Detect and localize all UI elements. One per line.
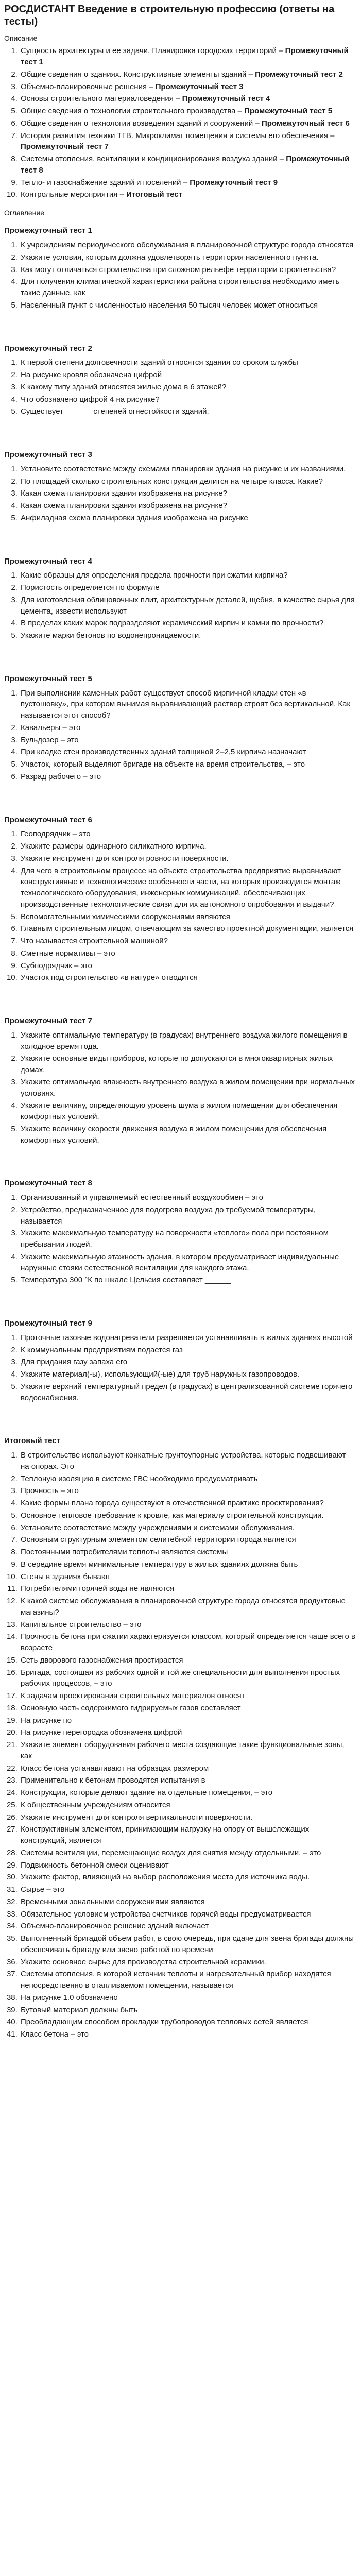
question-item: 4. Укажите материал(-ы), использующий(-ые) для труб наружных газопроводов. xyxy=(20,1369,356,1380)
question-item: 5. Анфиладная схема планировки здания изображена на рисунке xyxy=(20,513,356,524)
toc-link[interactable] xyxy=(21,70,343,79)
question-list xyxy=(4,1332,356,1404)
toc-item-text: Общие сведения о технологии строительного производства – xyxy=(21,107,245,116)
toc-item-test-name: Промежуточный тест 6 xyxy=(261,118,350,128)
final-question-item: 5. Основное тепловое требование к кровле, как материалу строительной конструкции. xyxy=(20,1510,356,1521)
final-question-item: 18. Основную часть содержимого гидрируемых газов составляет xyxy=(20,1703,356,1714)
question-item: 1. Проточные газовые водонагреватели разрешается устанавливать в жилых зданиях высотой xyxy=(20,1332,356,1344)
final-question-item: 30. Укажите фактор, влияющий на выбор расположения места для источника воды. xyxy=(20,1872,356,1883)
section-spacer xyxy=(4,985,356,1008)
question-item: 4. Для получения климатической характеристики района строительства необходимо иметь такие данные, как xyxy=(20,276,356,299)
toc-item-test-name: Промежуточный тест 3 xyxy=(155,82,244,91)
question-list xyxy=(4,1030,356,1146)
test-section xyxy=(4,225,356,335)
question-list xyxy=(4,1192,356,1286)
toc-item-test-name: Итоговый тест xyxy=(126,190,182,199)
final-question-item: 19. На рисунке по xyxy=(20,1715,356,1726)
question-item: 3. Укажите инструмент для контроля ровности поверхности. xyxy=(20,853,356,865)
question-item: 2. На рисунке кровля обозначена цифрой xyxy=(20,369,356,381)
toc-item-test-name: Промежуточный тест 5 xyxy=(244,107,333,116)
toc-item-text: Общие сведения о зданиях. Конструктивные элементы зданий – xyxy=(21,70,255,79)
test-title: Промежуточный тест 9 xyxy=(4,1319,92,1328)
question-item: 5. Вспомогательными химическими сооружениями являются xyxy=(20,911,356,923)
toc-item[interactable] xyxy=(20,69,356,80)
toc-link[interactable] xyxy=(21,155,349,175)
question-item: 4. Что обозначено цифрой 4 на рисунке? xyxy=(20,394,356,405)
test-title: Промежуточный тест 3 xyxy=(4,450,92,460)
question-list xyxy=(4,688,356,783)
final-question-item: 38. На рисунке 1.0 обозначено xyxy=(20,1992,356,2004)
question-item: 4. Укажите величину, определяющую уровень шума в жилом помещении для обеспечения комфортных условий. xyxy=(20,1100,356,1123)
test-section xyxy=(4,673,356,807)
question-item: 6. Главным строительным лицом, отвечающим за качество проектной документации, является xyxy=(20,923,356,935)
toc-item[interactable] xyxy=(20,106,356,117)
final-test-list xyxy=(4,1450,356,2040)
section-spacer xyxy=(4,1147,356,1171)
final-question-item: 41. Класс бетона – это xyxy=(20,2029,356,2040)
question-item: 2. Пористость определяется по формуле xyxy=(20,582,356,594)
question-item: 4. Для чего в строительном процессе на объекте строительства предприятие выравнивают конструктивные и технологические особенности части, на которых производится монтаж технологического оборудования, инженерных коммуникаций, обеспечивающих производственные технологические связи для их автономного опробования и выдачи? xyxy=(20,866,356,910)
question-item: 1. К учреждениям периодического обслуживания в планировочной структуре города относятся xyxy=(20,240,356,251)
final-question-item: 8. Постоянными потребителями теплоты являются системы xyxy=(20,1547,356,1558)
final-question-item: 11. Потребителями горячей воды не являются xyxy=(20,1583,356,1595)
question-item: 3. Укажите оптимальную влажность внутреннего воздуха в жилом помещении при нормальных условиях. xyxy=(20,1077,356,1099)
toc-item-text: Контрольные мероприятия – xyxy=(21,190,127,199)
question-item: 3. Для изготовления облицовочных плит, архитектурных деталей, щебня, в качестве сырья для цемента, извести используют xyxy=(20,595,356,617)
final-question-item: 22. Класс бетона устанавливают на образцах размером xyxy=(20,1763,356,1774)
final-question-item: 28. Системы вентиляции, перемещающие воздух для снятия между отдельными, – это xyxy=(20,1848,356,1859)
toc-link[interactable] xyxy=(21,190,182,199)
question-item: 3. Бульдозер – это xyxy=(20,735,356,746)
question-list xyxy=(4,357,356,417)
question-item: 1. Организованный и управляемый естественный воздухообмен – это xyxy=(20,1192,356,1204)
final-question-item: 39. Бутовый материал должны быть xyxy=(20,2005,356,2016)
toc-item[interactable] xyxy=(20,45,356,68)
toc-item-text: Основы строительного материаловедения – xyxy=(21,94,182,104)
toc-item-test-name: Промежуточный тест 1 xyxy=(21,46,349,67)
question-list xyxy=(4,240,356,311)
toc-link[interactable] xyxy=(21,119,350,128)
question-item: 3. Какая схема планировки здания изображена на рисунке? xyxy=(20,488,356,499)
final-question-item: 33. Обязательное условием устройства счетчиков горячей воды предусматривается xyxy=(20,1909,356,1920)
section-spacer xyxy=(4,784,356,807)
toc-item-text: Объемно-планировочные решения – xyxy=(21,82,156,91)
question-item: 1. Геоподрядчик – это xyxy=(20,828,356,840)
final-question-item: 26. Укажите инструмент для контроля вертикальности поверхности. xyxy=(20,1812,356,1823)
final-question-item: 31. Сырье – это xyxy=(20,1884,356,1895)
toc-link[interactable] xyxy=(21,82,244,91)
toc-link[interactable] xyxy=(21,94,270,103)
test-section xyxy=(4,556,356,666)
final-question-item: 9. В середине время минимальные температуру в жилых зданиях должна быть xyxy=(20,1559,356,1570)
question-list xyxy=(4,464,356,524)
question-item: 2. К коммунальным предприятиям подается газ xyxy=(20,1345,356,1356)
final-question-item: 1. В строительстве используют конкатные грунтоупорные устройства, которые подвешивают на опорах. Это xyxy=(20,1450,356,1472)
test-title: Промежуточный тест 1 xyxy=(4,226,92,235)
section-spacer xyxy=(4,1287,356,1311)
question-item: 4. При кладке стен производственных зданий толщиной 2–2,5 кирпича назначают xyxy=(20,747,356,758)
toc-item-test-name: Промежуточный тест 8 xyxy=(21,155,350,175)
final-question-item: 13. Капитальное строительство – это xyxy=(20,1619,356,1631)
question-item: 8. Сметные нормативы – это xyxy=(20,948,356,959)
test-section xyxy=(4,449,356,549)
question-item: 2. Укажите условия, которым должна удовлетворять территория населенного пункта. xyxy=(20,252,356,263)
test-section xyxy=(4,815,356,1009)
test-section xyxy=(4,343,356,443)
final-question-item: 24. Конструкции, которые делают здание на отдельные помещения, – это xyxy=(20,1787,356,1799)
toc-item-text: Общие сведения о технологии возведения зданий и сооружений – xyxy=(21,118,262,128)
toc-link[interactable] xyxy=(21,131,334,151)
toc-item[interactable] xyxy=(20,118,356,129)
toc-item-test-name: Промежуточный тест 4 xyxy=(182,94,270,104)
test-title: Промежуточный тест 8 xyxy=(4,1179,92,1188)
question-item: 3. Как могут отличаться строительства при сложном рельефе территории строительства? xyxy=(20,264,356,276)
final-question-item: 17. К задачам проектирования строительных материалов относят xyxy=(20,1690,356,1702)
final-question-item: 15. Сеть дворового газоснабжения простирается xyxy=(20,1655,356,1666)
test-title: Промежуточный тест 4 xyxy=(4,556,92,566)
test-title: Промежуточный тест 6 xyxy=(4,815,92,824)
toc-link[interactable] xyxy=(21,46,349,66)
section-spacer xyxy=(4,312,356,336)
toc-link[interactable] xyxy=(21,178,278,187)
contents-label: Оглавление xyxy=(4,209,45,217)
question-item: 5. Участок, который выделяют бригаде на объекте на время строительства, – это xyxy=(20,759,356,770)
final-question-item: 29. Подвижность бетонной смеси оценивают xyxy=(20,1860,356,1871)
final-question-item: 27. Конструктивным элементом, принимающим нагрузку на опору от вышележащих конструкций, является xyxy=(20,1824,356,1846)
test-section xyxy=(4,1318,356,1428)
toc-item-text: История развития техники ТГВ. Микроклимат помещения и системы его обеспечения – xyxy=(21,131,335,140)
question-item: 3. К какому типу зданий относятся жилые дома в 6 этажей? xyxy=(20,382,356,393)
section-spacer xyxy=(4,1404,356,1428)
section-spacer xyxy=(4,418,356,442)
final-question-item: 12. К какой системе обслуживания в планировочной структуре города относятся продуктовые магазины? xyxy=(20,1596,356,1618)
final-test-title: Итоговый тест xyxy=(4,1436,60,1446)
final-question-item: 10. Стены в зданиях бывают xyxy=(20,1571,356,1583)
toc-item-test-name: Промежуточный тест 7 xyxy=(21,142,109,151)
final-question-item: 4. Какие формы плана города существуют в отечественной практике проектирования? xyxy=(20,1498,356,1509)
toc-item-test-name: Промежуточный тест 2 xyxy=(255,70,343,79)
question-item: 4. Укажите максимальную этажность здания, в котором предусматривает индивидуальные наружные стояки естественной вентиляции для каждого этажа. xyxy=(20,1251,356,1274)
final-question-item: 32. Временными зональными сооружениями являются xyxy=(20,1896,356,1908)
final-question-item: 37. Системы отопления, в которой источник теплоты и нагревательный прибор находятся непосредственно в отапливаемом помещении, называется xyxy=(20,1969,356,1991)
test-section xyxy=(4,1178,356,1311)
final-question-item: 25. К общественным учреждениям относится xyxy=(20,1800,356,1811)
question-item: 5. Укажите марки бетонов по водонепроницаемости. xyxy=(20,630,356,641)
final-question-item: 36. Укажите основное сырье для производства строительной керамики. xyxy=(20,1957,356,1968)
test-title: Промежуточный тест 7 xyxy=(4,1016,92,1026)
toc-item[interactable] xyxy=(20,189,356,200)
question-list xyxy=(4,828,356,984)
question-item: 4. В пределах каких марок подразделяют керамический кирпич и камни по прочности? xyxy=(20,618,356,629)
toc-item-text: Системы отопления, вентиляции и кондиционирования воздуха зданий – xyxy=(21,155,286,164)
test-title: Промежуточный тест 2 xyxy=(4,344,92,353)
question-item: 5. Укажите величину скорости движения воздуха в жилом помещении для обеспечения комфортных условий. xyxy=(20,1124,356,1146)
final-question-item: 20. На рисунке перегородка обозначена цифрой xyxy=(20,1727,356,1738)
tests-container xyxy=(4,225,356,1428)
question-item: 5. Температура 300 °К по шкале Цельсия составляет ______ xyxy=(20,1275,356,1286)
question-item: 2. Устройство, предназначенное для подогрева воздуха до требуемой температуры, называется xyxy=(20,1205,356,1227)
final-question-item: 7. Основным структурным элементом селитебной территории города является xyxy=(20,1534,356,1546)
toc-link[interactable] xyxy=(21,107,332,115)
final-question-item: 34. Объемно-планировочное решение зданий включает xyxy=(20,1921,356,1932)
question-item: 3. Для придания газу запаха его xyxy=(20,1357,356,1368)
question-item: 5. Населенный пункт с численностью населения 50 тысяч человек может относиться xyxy=(20,300,356,311)
toc-item[interactable] xyxy=(20,93,356,105)
question-item: 5. Укажите верхний температурный предел (в градусах) в централизованной системе горячего водоснабжения. xyxy=(20,1381,356,1404)
question-item: 7. Что называется строительной машиной? xyxy=(20,936,356,947)
page-title: РОСДИСТАНТ Введение в строительную профессию (ответы на тесты) xyxy=(4,4,335,27)
question-item: 1. Какие образцы для определения предела прочности при сжатии кирпича? xyxy=(20,570,356,581)
question-item: 10. Участок под строительство «в натуре» отводится xyxy=(20,972,356,984)
question-item: 1. К первой степени долговечности зданий относятся здания со сроком службы xyxy=(20,357,356,368)
toc-item[interactable] xyxy=(20,177,356,189)
toc-item-test-name: Промежуточный тест 9 xyxy=(190,178,278,187)
question-item: 1. Укажите оптимальную температуру (в градусах) внутреннего воздуха жилого помещения в холодное время года. xyxy=(20,1030,356,1053)
test-title: Промежуточный тест 5 xyxy=(4,674,92,683)
question-list xyxy=(4,570,356,641)
question-item: 9. Субподрядчик – это xyxy=(20,960,356,972)
question-item: 2. Кавальеры – это xyxy=(20,722,356,734)
final-question-item: 2. Теплоную изоляцию в системе ГВС необходимо предусматривать xyxy=(20,1473,356,1485)
question-item: 2. Укажите размеры одинарного силикатного кирпича. xyxy=(20,841,356,852)
question-item: 2. Укажите основные виды приборов, которые по допускаются в многоквартирных жилых домах. xyxy=(20,1053,356,1076)
question-item: 4. Какая схема планировки здания изображена на рисунке? xyxy=(20,500,356,512)
final-test xyxy=(4,1435,356,2040)
final-question-item: 23. Применительно к бетонам проводятся испытания в xyxy=(20,1775,356,1786)
test-section xyxy=(4,1015,356,1171)
final-question-item: 16. Бригада, состоящая из рабочих одной и той же специальности для выполнения простых рабочих процессов, – это xyxy=(20,1667,356,1690)
question-item: 5. Существует ______ степеней огнестойкости зданий. xyxy=(20,406,356,417)
toc-label: Описание xyxy=(4,34,38,42)
final-question-item: 40. Преобладающим способом прокладки трубопроводов тепловых сетей является xyxy=(20,2016,356,2028)
section-spacer xyxy=(4,525,356,549)
question-item: 1. Установите соответствие между схемами планировки здания на рисунке и их названиями. xyxy=(20,464,356,475)
toc-item[interactable] xyxy=(20,154,356,176)
final-question-item: 6. Установите соответствие между учреждениями и системами обслуживания. xyxy=(20,1522,356,1534)
final-question-item: 21. Укажите элемент оборудования рабочего места создающие такие функциональные зоны, как xyxy=(20,1739,356,1762)
toc-item-text: Тепло- и газоснабжение зданий и поселений – xyxy=(21,178,190,187)
toc-item[interactable] xyxy=(20,81,356,93)
toc-item-text: Сущность архитектуры и ее задачи. Планировка городских территорий – xyxy=(21,46,285,56)
question-item: 6. Разрад рабочего – это xyxy=(20,771,356,783)
final-question-item: 3. Прочность – это xyxy=(20,1485,356,1497)
toc-item[interactable] xyxy=(20,130,356,153)
section-spacer xyxy=(4,642,356,666)
toc-list xyxy=(4,45,356,200)
final-question-item: 35. Выполненный бригадой объем работ, в свою очередь, при сдаче для звена бригады должны обеспечивать бригаду или звено работой по времени xyxy=(20,1933,356,1956)
question-item: 3. Укажите максимальную температуру на поверхности «теплого» пола при постоянном пребывании людей. xyxy=(20,1228,356,1250)
final-question-item: 14. Прочность бетона при сжатии характеризуется классом, который определяется чаще всего в возрасте xyxy=(20,1631,356,1654)
question-item: 1. При выполнении каменных работ существует способ кирпичной кладки стен «в пустошовку», при котором вынимая выравнивающий раствор строят без вертикальной. Как называется этот способ? xyxy=(20,688,356,721)
question-item: 2. По площадей сколько строительных конструкция делится на четыре класса. Какие? xyxy=(20,476,356,487)
